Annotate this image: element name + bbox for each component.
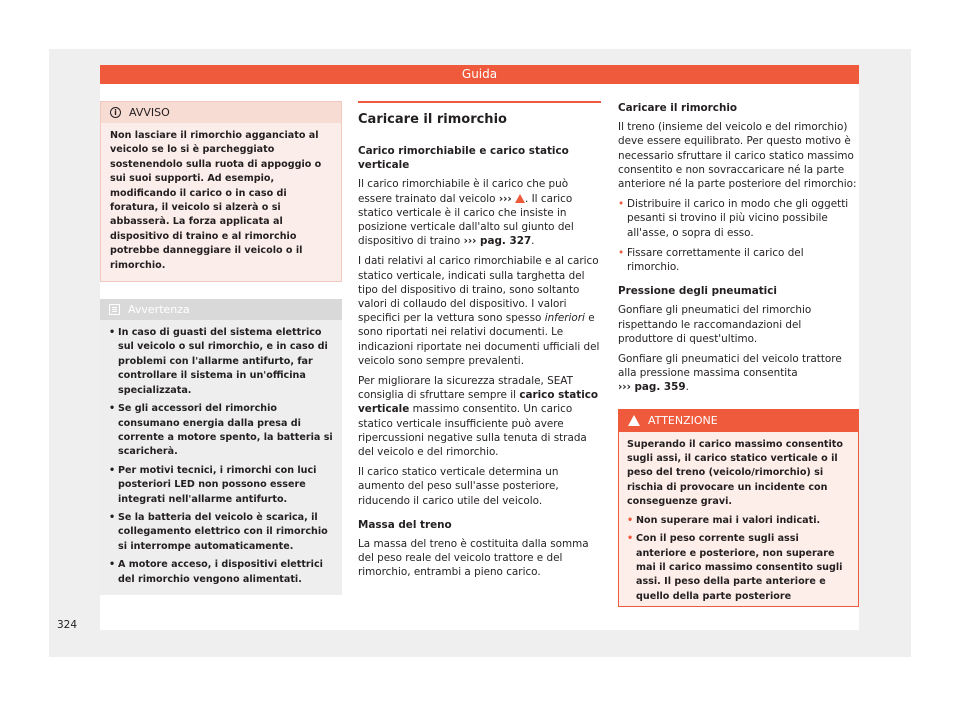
attenzione-title: ATTENZIONE <box>648 414 718 428</box>
avviso-header <box>101 102 341 123</box>
warning-triangle-icon <box>515 194 525 203</box>
attenzione-box <box>618 409 859 607</box>
bullet-icon <box>109 402 118 460</box>
info-circle-icon: i <box>110 107 121 118</box>
subheading-massa: Massa del treno <box>358 518 452 531</box>
subheading-carico: Carico rimorchiabile e carico statico verticale <box>358 145 569 172</box>
cross-reference[interactable]: ››› <box>498 192 512 205</box>
paragraph: Gonfiare gli pneumatici del veicolo trattore alla pressione massima consentita ››› pag. 359. <box>618 353 842 394</box>
avvertenza-box <box>100 299 342 595</box>
subheading-caricare: Caricare il rimorchio <box>618 102 738 114</box>
paragraph: Il carico statico verticale determina un aumento del peso sull'asse posteriore, riducendo il carico utile del veicolo. <box>358 466 559 507</box>
bullet-icon <box>109 558 118 587</box>
paragraph: La massa del treno è costituita dalla somma del peso reale del veicolo trattore e del rimorchio, entrambi a pieno carico. <box>358 538 589 579</box>
page-reference-link[interactable]: ››› pag. 359 <box>618 381 686 394</box>
page-number: 324 <box>57 619 78 631</box>
avviso-box <box>100 101 342 282</box>
avvertenza-title: Avvertenza <box>128 303 190 317</box>
section-title: Caricare il rimorchio <box>358 101 601 134</box>
bullet-icon <box>109 326 118 398</box>
attenzione-intro: Superando il carico massimo consentito sugli assi, il carico statico verticale o il peso del treno (veicolo/rimorchio) si rischia di provocare un incidente con conseguenze gravi. <box>627 438 843 508</box>
list-item: • Distribuire il carico in modo che gli oggetti pesanti si trovino il più vicino possibile all'asse, o sopra di esso. <box>618 197 859 240</box>
subheading-pressione: Pressione degli pneumatici <box>618 285 777 298</box>
bullet-icon <box>627 514 636 528</box>
paragraph: Gonfiare gli pneumatici del rimorchio rispettando le raccomandazioni del produttore di quest'ultimo. <box>618 304 812 345</box>
list-item: • Se la batteria del veicolo è scarica, il collegamento elettrico con il rimorchio si interrompe automaticamente. <box>109 511 333 554</box>
bullet-icon <box>109 511 118 554</box>
right-column <box>618 84 859 607</box>
paragraph: Il carico rimorchiabile è il carico che può essere trainato dal veicolo ››› . Il carico statico verticale è il carico che insiste in posizione verticale dall'alto sul giunto del dispositivo di traino ››› pag. 327. <box>358 178 574 248</box>
attenzione-header <box>619 410 858 432</box>
paragraph: Per migliorare la sicurezza stradale, SEAT consiglia di sfruttare sempre il carico statico verticale massimo consentito. Un carico statico verticale insufficiente può avere ripercussioni negative sulla tenuta di strada del veicolo e del rimorchio. <box>358 375 599 459</box>
bullet-icon <box>618 197 627 240</box>
page-reference-link[interactable]: ››› pag. 327 <box>463 235 532 248</box>
warning-triangle-icon <box>628 415 640 426</box>
chapter-header: Guida <box>100 65 859 84</box>
list-item: • Fissare correttamente il carico del rimorchio. <box>618 246 859 274</box>
list-item: • Con il peso corrente sugli assi anteriore e posteriore, non superare mai il carico massimo consentito sugli assi. Il peso della parte anteriore e quello della parte posteriore <box>627 532 850 604</box>
list-item: • Se gli accessori del rimorchio consumano energia dalla presa di corrente a motore spento, la batteria si scaricherà. <box>109 402 333 460</box>
avviso-text: Non lasciare il rimorchio agganciato al veicolo se lo si è parcheggiato sostenendolo sulla ruota di appoggio o sui suoi supporti. Ad esempio, modificando il carico o in caso di foratura, il veicolo si alzerà o si abbasserà. La forza applicata al dispositivo di traino e al rimorchio potrebbe danneggiare il veicolo o il rimorchio. <box>110 130 322 271</box>
list-item: • A motore acceso, i dispositivi elettrici del rimorchio vengono alimentati. <box>109 558 333 587</box>
paragraph: I dati relativi al carico rimorchiabile e al carico statico verticale, indicati sulla targhetta del tipo del dispositivo di traino, sono soltanto valori di collaudo del dispositivo. I valori specifici per la vettura sono spesso inferiori e sono riportati nei relativi documenti. Le indicazioni riportate nei documenti ufficiali del veicolo sono sempre prevalenti. <box>358 255 600 367</box>
manual-page <box>100 84 859 630</box>
avvertenza-list <box>100 320 342 595</box>
bullet-icon <box>618 246 627 274</box>
left-column <box>100 84 342 595</box>
list-item: • Per motivi tecnici, i rimorchi con luci posteriori LED non possono essere integrati nell'allarme antifurto. <box>109 464 333 507</box>
middle-column <box>358 84 601 580</box>
list-item: • In caso di guasti del sistema elettrico sul veicolo o sul rimorchio, e in caso di problemi con l'allarme antifurto, far controllare il sistema in un'officina specializzata. <box>109 326 333 398</box>
bullet-icon <box>109 464 118 507</box>
avvertenza-header <box>100 299 342 320</box>
attenzione-body <box>619 432 858 606</box>
paragraph: Il treno (insieme del veicolo e del rimorchio) deve essere equilibrato. Per questo motivo è necessario sfruttare il carico statico massimo consentito e non sovraccaricare né la parte anteriore né la parte posteriore del rimorchio: <box>618 121 857 191</box>
bullet-icon <box>627 532 636 604</box>
avviso-title: AVVISO <box>129 106 170 119</box>
note-icon <box>109 304 120 315</box>
list-item: • Non superare mai i valori indicati. <box>627 514 850 528</box>
